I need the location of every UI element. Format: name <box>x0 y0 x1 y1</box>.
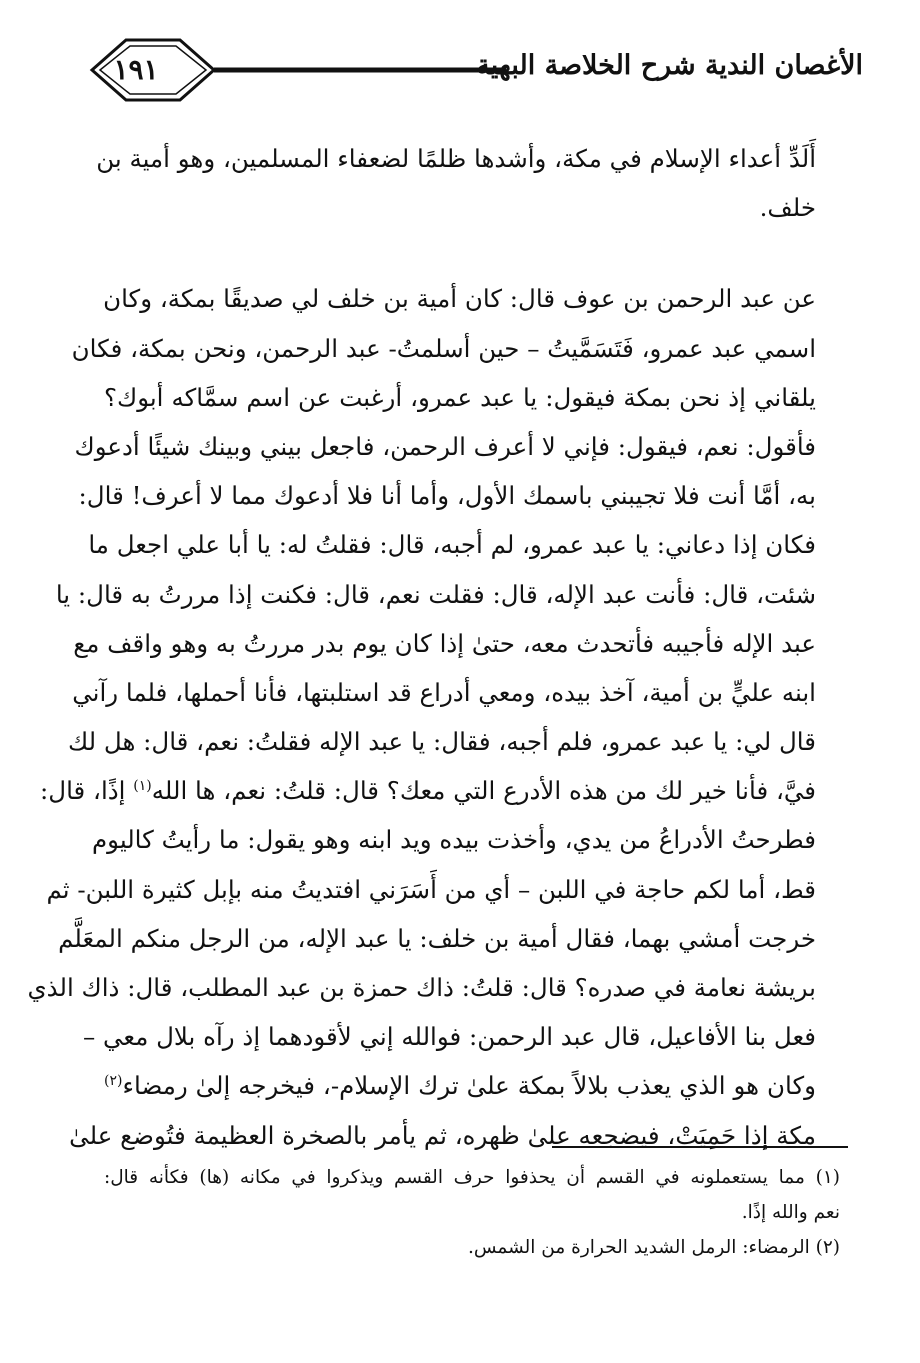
footnote-ref-2[interactable]: (٢) <box>104 1073 123 1090</box>
text-line: فعل بنا الأفاعيل، قال عبد الرحمن: فوالله إني لأقودهما إذ رآه بلال معي – <box>82 1022 816 1052</box>
text-segment: إذًا، قال: <box>40 776 126 806</box>
text-line: اسمي عبد عمرو، فَتَسَمَّيتُ – حين أسلمتُ- عبد الرحمن، ونحن بمكة، فكان <box>71 333 816 363</box>
text-line-with-footnote <box>40 766 816 815</box>
text-line: ابنه عليٍّ بن أمية، آخذ بيده، ومعي أدراع قد استلبتها، فأنا أحملها، فلما رآني <box>72 677 816 707</box>
text-line: خرجت أمشي بهما، فقال أمية بن خلف: يا عبد الإله، من الرجل منكم المعَلَّم <box>58 923 816 953</box>
text-line-with-footnote <box>104 1061 816 1110</box>
text-line: عن عبد الرحمن بن عوف قال: كان أمية بن خلف لي صديقًا بمكة، وكان <box>103 284 816 314</box>
text-segment: وكان هو الذي يعذب بلالاً بمكة علىٰ ترك الإسلام-، فيخرجه إلىٰ رمضاء <box>122 1071 816 1101</box>
running-title: الأغصان الندية شرح الخلاصة البهية <box>476 50 863 81</box>
text-segment: فيَّ، فأنا خير لك من هذه الأدرع التي معك؟ قال: قلتُ: نعم، ها الله <box>151 776 816 806</box>
text-line: شئت، قال: فأنت عبد الإله، قال: فقلت نعم، قال: فكنت إذا مررتُ به قال: يا <box>55 579 816 609</box>
text-line: أَلَدِّ أعداء الإسلام في مكة، وأشدها ظلمًا لضعفاء المسلمين، وهو أمية بن <box>96 144 816 173</box>
text-line: به، أمَّا أنت فلا تجيبني باسمك الأول، وأما أنا فلا أدعوك مما لا أعرف! قال: <box>78 481 816 511</box>
footnote-ref-1[interactable]: (١) <box>133 778 152 795</box>
text-line: مكة إذا حَمِيَتْ، فيضجعه علىٰ ظهره، ثم يأمر بالصخرة العظيمة فتُوضع علىٰ <box>69 1120 816 1150</box>
text-line: فطرحتُ الأدراعُ من يدي، وأخذت بيده ويد ابنه وهو يقول: ما رأيتُ كاليوم <box>92 825 816 855</box>
text-line: عبد الإله فأجيبه فأتحدث معه، حتىٰ إذا كان يوم بدر مررتُ به وهو واقف مع <box>73 628 816 658</box>
footnote-1: (١) مما يستعملونه في القسم أن يحذفوا حرف القسم ويذكروا في مكانه (ها) فكأنه قال: <box>104 1167 840 1188</box>
page-number: ١٩١ <box>113 53 159 86</box>
text-line: خلف. <box>759 193 816 223</box>
footnote-2: (٢) الرمضاء: الرمل الشديد الحرارة من الشمس. <box>467 1237 840 1258</box>
main-text <box>27 134 816 1160</box>
footnote-1-continued: نعم والله إذًا. <box>741 1202 840 1223</box>
text-line: بريشة نعامة في صدره؟ قال: قلتُ: ذاك حمزة بن عبد المطلب، قال: ذاك الذي <box>27 973 816 1002</box>
footnotes <box>104 1160 840 1265</box>
text-line: قال لي: يا عبد عمرو، فلم أجبه، فقال: يا عبد الإله فقلتُ: نعم، قال: هل لك <box>67 727 816 757</box>
page-header <box>88 36 863 104</box>
text-line: قط، أما لكم حاجة في اللبن – أي من أَسَرَني افتديتُ منه بإبل كثيرة اللبن- ثم <box>46 874 816 904</box>
text-line: فكان إذا دعاني: يا عبد عمرو، لم أجبه، قال: فقلتُ له: يا أبا علي اجعل ما <box>88 530 816 560</box>
text-line: يلقاني إذ نحن بمكة فيقول: يا عبد عمرو، أرغبت عن اسم سمَّاكه أبوك؟ <box>104 382 816 412</box>
footnote-divider <box>552 1146 848 1148</box>
text-line: فأقول: نعم، فيقول: فإني لا أعرف الرحمن، فاجعل بيني وبينك شيئًا أدعوك <box>74 431 816 461</box>
